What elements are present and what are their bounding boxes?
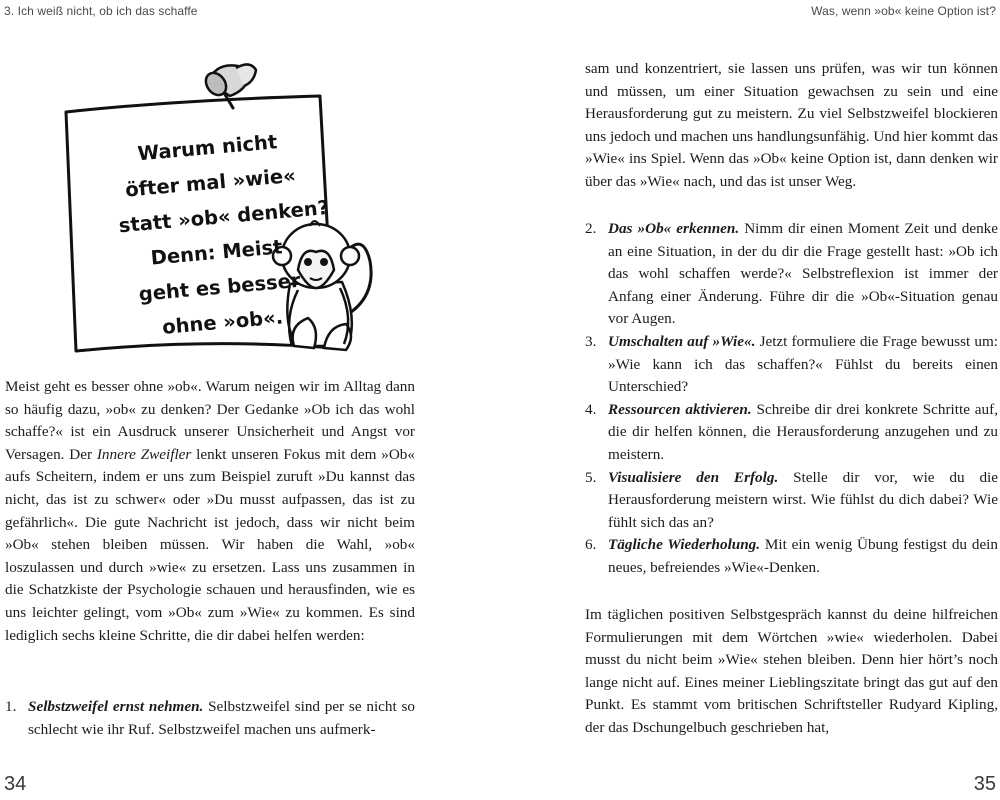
list-item <box>585 467 998 535</box>
step-body: Nimm dir einen Moment Zeit und denke an eine Situation, in der du dir die Frage gestellt hast: »Ob ich das wohl schaffen werde?« Selbstreflexion ist immer der Anfang einer Änderung. Führe dir die »Ob«-Situation genau vor Augen. <box>608 220 998 328</box>
list-item <box>5 696 415 741</box>
list-item <box>585 331 998 399</box>
right-page <box>500 0 1000 800</box>
inner-doubter-term: Innere Zweifler <box>96 445 192 463</box>
step-text <box>608 534 998 579</box>
note-line: öfter mal »wie« <box>124 163 297 202</box>
continuation-paragraph: sam und konzentriert, sie lassen uns prüfen, was wir tun können und müssen, um einer Situation gewachsen zu sein und eine Herausforderung gut zu meistern. Zu viel Selbstzweifel blockieren uns jedoch und machen uns handlungsunfähig. Und hier kommt das »Wie« ins Spiel. Wenn das »Ob« keine Option ist, dann denken wir über das »Wie« nach, und das ist unser Weg. <box>585 60 998 190</box>
note-line: statt »ob« denken? <box>117 196 330 238</box>
step-term: Tägliche Wiederholung. <box>608 536 761 554</box>
step-number: 6. <box>585 536 597 554</box>
step-number: 3. <box>585 332 597 350</box>
step-number: 2. <box>585 220 597 237</box>
step-term: Umschalten auf »Wie«. <box>608 332 756 350</box>
step-term: Selbstzweifel ernst nehmen. <box>28 698 204 715</box>
list-item <box>585 399 998 467</box>
steps-list-right <box>585 218 998 580</box>
step-text <box>608 399 998 467</box>
list-item <box>585 534 998 579</box>
step-text <box>28 696 415 741</box>
page-number-right: 35 <box>973 773 996 795</box>
list-item <box>585 218 998 331</box>
steps-list-left <box>5 696 415 741</box>
note-line: geht es besser <box>137 268 302 306</box>
step-term: Ressourcen aktivieren. <box>608 400 752 418</box>
step-body: Jetzt formuliere die Frage bewusst um: »Wie kann ich das schaffen?« Fühlst du bereits einen Unterschied? <box>608 332 998 396</box>
pinned-note <box>58 56 388 356</box>
step-text <box>608 467 998 535</box>
step-text <box>608 218 998 331</box>
step-number: 5. <box>585 468 597 486</box>
step-term: Das »Ob« erkennen. <box>608 220 740 237</box>
step-body: Stelle dir vor, wie du die Herausforderung meistern wirst. Wie fühlst du dich dabei? Wie fühlt sich das an? <box>608 468 999 531</box>
step-number: 4. <box>585 400 597 418</box>
page-number-left: 34 <box>4 773 27 795</box>
intro-paragraph <box>5 376 415 647</box>
closing-paragraph: Im täglichen positiven Selbstgespräch kannst du deine hilfreichen Formulierungen mit dem Wörtchen »wie« wiederholen. Dabei musst du nicht beim »Wie« stehen bleiben. Denn hier hört’s noch lange nicht auf. Eines meiner Lieblingszitate bringt das gut auf den Punkt. Es stammt vom britischen Schriftsteller Rudyard Kipling, der das Dschungelbuch geschrieben hat, <box>585 606 998 736</box>
note-line: Denn: Meist <box>149 235 284 270</box>
note-line: ohne »ob«. <box>161 305 284 339</box>
step-term: Visualisiere den Erfolg. <box>608 468 779 486</box>
note-line: Warum nicht <box>136 130 279 166</box>
step-body: Mit ein wenig Übung festigst du dein neues, befreiendes »Wie«-Denken. <box>608 536 998 576</box>
step-body: Schreibe dir drei konkrete Schritte auf, die dir helfen können, die Herausforderung anzugehen und zu meistern. <box>608 400 998 463</box>
step-text <box>608 331 998 399</box>
running-head-left: 3. Ich weiß nicht, ob ich das schaffe <box>4 4 198 18</box>
note-text <box>111 122 330 348</box>
running-head-right: Was, wenn »ob« keine Option ist? <box>811 4 996 18</box>
intro-text: Meist geht es besser ohne »ob«. Warum neigen wir im Alltag dann so häufig dazu, »ob« zu denken? Der Gedanke »Ob ich das wohl schaffe?« ist ein Ausdruck unserer Unsicherheit und Angst vor Versagen. Der <box>5 378 415 463</box>
intro-text: lenkt unseren Fokus mit dem »Ob« aufs Scheitern, indem er uns zum Beispiel zuruft »Du kannst das nicht, das ist zu schwer« oder »Du musst aufpassen, das ist zu gefährlich«. Die gute Nachricht ist jedoch, dass wir nicht beim »Ob« stehen bleiben müssen. Wir haben die Wahl, »ob« loszulassen und durch »wie« zu ersetzen. Lass uns zusammen in die Schatzkiste der Psychologie schauen und herausfinden, wie es uns leichter gelingt, vom »Ob« zum »Wie« zu kommen. Es sind lediglich sechs kleine Schritte, die dir dabei helfen werden: <box>5 445 415 644</box>
step-body: Selbstzweifel sind per se nicht so schlecht wie ihr Ruf. Selbstzweifel machen uns aufmerk- <box>28 698 415 738</box>
step-number: 1. <box>5 698 17 715</box>
